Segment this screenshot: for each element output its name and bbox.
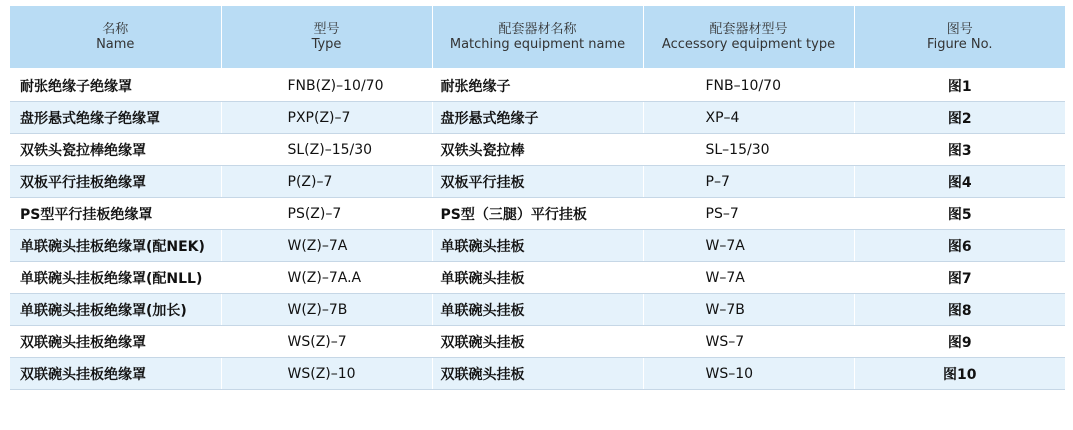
cell-figure: 图9	[854, 326, 1065, 358]
cell-equipment: 单联碗头挂板	[432, 294, 643, 326]
cell-type: WS(Z)–7	[221, 326, 432, 358]
cell-accessory: W–7A	[643, 262, 854, 294]
cell-figure: 图3	[854, 134, 1065, 166]
cell-equipment: 单联碗头挂板	[432, 262, 643, 294]
cell-type: WS(Z)–10	[221, 358, 432, 390]
cell-accessory: PS–7	[643, 198, 854, 230]
header-accessory	[643, 6, 854, 69]
cell-type: W(Z)–7A.A	[221, 262, 432, 294]
header-row	[10, 6, 1065, 69]
cell-accessory: W–7B	[643, 294, 854, 326]
spec-table	[10, 6, 1065, 390]
cell-type: P(Z)–7	[221, 166, 432, 198]
table-header	[10, 6, 1065, 69]
table-row	[10, 198, 1065, 230]
cell-accessory: SL–15/30	[643, 134, 854, 166]
cell-equipment: 盘形悬式绝缘子	[432, 102, 643, 134]
header-equipment-en: Matching equipment name	[449, 37, 626, 52]
cell-figure: 图5	[854, 198, 1065, 230]
table-row	[10, 230, 1065, 262]
table-row	[10, 358, 1065, 390]
cell-accessory: W–7A	[643, 230, 854, 262]
cell-type: PXP(Z)–7	[221, 102, 432, 134]
cell-type: W(Z)–7B	[221, 294, 432, 326]
cell-type: PS(Z)–7	[221, 198, 432, 230]
cell-type: FNB(Z)–10/70	[221, 69, 432, 102]
table-row	[10, 166, 1065, 198]
table-row	[10, 134, 1065, 166]
header-accessory-cn: 配套器材型号	[709, 22, 788, 37]
cell-name: 单联碗头挂板绝缘罩(配NLL)	[10, 262, 221, 294]
cell-equipment: 双铁头瓷拉棒	[432, 134, 643, 166]
cell-equipment: 耐张绝缘子	[432, 69, 643, 102]
cell-name: 双板平行挂板绝缘罩	[10, 166, 221, 198]
header-figure-cn: 图号	[946, 22, 973, 37]
cell-name: PS型平行挂板绝缘罩	[10, 198, 221, 230]
cell-figure: 图8	[854, 294, 1065, 326]
cell-equipment: 单联碗头挂板	[432, 230, 643, 262]
header-type-en: Type	[311, 37, 342, 52]
header-type	[221, 6, 432, 69]
header-equipment-cn: 配套器材名称	[498, 22, 577, 37]
cell-name: 单联碗头挂板绝缘罩(配NEK)	[10, 230, 221, 262]
cell-type: SL(Z)–15/30	[221, 134, 432, 166]
header-figure-en: Figure No.	[927, 37, 993, 52]
cell-figure: 图1	[854, 69, 1065, 102]
cell-figure: 图10	[854, 358, 1065, 390]
table-row	[10, 262, 1065, 294]
cell-equipment: 双板平行挂板	[432, 166, 643, 198]
table-row	[10, 294, 1065, 326]
header-accessory-en: Accessory equipment type	[661, 37, 836, 52]
table-row	[10, 69, 1065, 102]
cell-name: 双联碗头挂板绝缘罩	[10, 358, 221, 390]
cell-accessory: WS–7	[643, 326, 854, 358]
cell-accessory: P–7	[643, 166, 854, 198]
table-body	[10, 69, 1065, 390]
cell-accessory: FNB–10/70	[643, 69, 854, 102]
cell-equipment: PS型（三腿）平行挂板	[432, 198, 643, 230]
cell-figure: 图4	[854, 166, 1065, 198]
header-name-cn: 名称	[102, 22, 129, 37]
header-figure	[854, 6, 1065, 69]
table-row	[10, 102, 1065, 134]
cell-name: 耐张绝缘子绝缘罩	[10, 69, 221, 102]
header-name-en: Name	[96, 37, 135, 52]
cell-figure: 图2	[854, 102, 1065, 134]
cell-figure: 图6	[854, 230, 1065, 262]
cell-accessory: WS–10	[643, 358, 854, 390]
cell-figure: 图7	[854, 262, 1065, 294]
header-equipment	[432, 6, 643, 69]
header-name	[10, 6, 221, 69]
cell-type: W(Z)–7A	[221, 230, 432, 262]
cell-equipment: 双联碗头挂板	[432, 358, 643, 390]
cell-accessory: XP–4	[643, 102, 854, 134]
cell-name: 单联碗头挂板绝缘罩(加长)	[10, 294, 221, 326]
header-type-cn: 型号	[313, 22, 340, 37]
cell-equipment: 双联碗头挂板	[432, 326, 643, 358]
cell-name: 盘形悬式绝缘子绝缘罩	[10, 102, 221, 134]
cell-name: 双联碗头挂板绝缘罩	[10, 326, 221, 358]
table-row	[10, 326, 1065, 358]
cell-name: 双铁头瓷拉棒绝缘罩	[10, 134, 221, 166]
